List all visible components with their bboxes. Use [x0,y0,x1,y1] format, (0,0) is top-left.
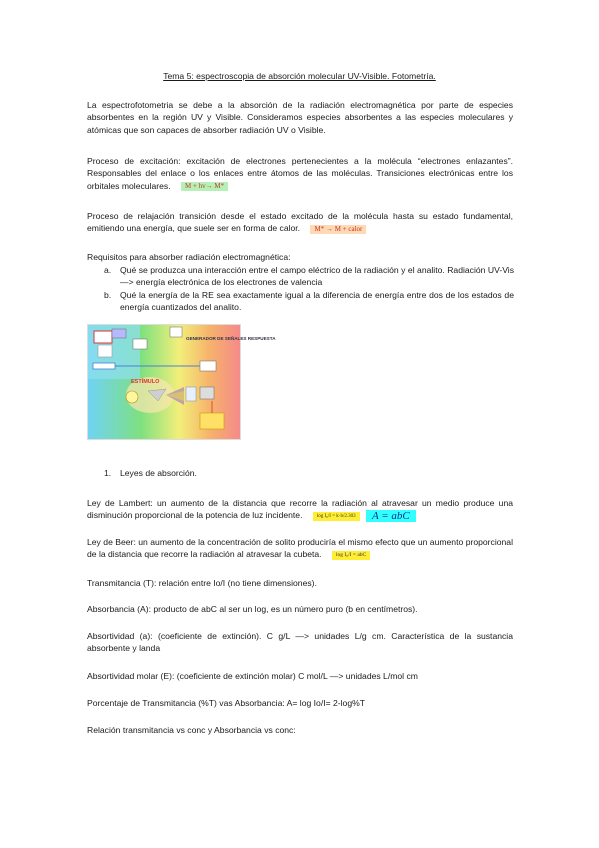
diagram-illustration [88,325,276,439]
list-item-text: Qué la energía de la RE sea exactamente igual a la diferencia de energía entre dos de los estados de energía cuantizados del analito. [120,289,514,313]
processor-box [133,339,147,349]
excitation-formula: M + hv→ M* [181,182,228,191]
requirements-heading: Requisitos para absorber radiación electromagnética: [87,252,291,262]
list-item-text: Qué se produzca una interacción entre el campo eléctrico de la radiación y el analito. Radiación UV-Vis —> energía electrónica de los electrones de valencia [120,265,514,288]
generator-label: GENERADOR DE SEÑALES RESPUESTA [186,336,276,341]
beer-paragraph [87,536,513,561]
lamp-icon [126,391,138,403]
list-item [104,264,514,289]
stimulus-label: ESTÍMULO [131,379,160,385]
lambert-formula-abc: A = abC [366,510,416,522]
section-marker: 1. [104,468,112,478]
porcentaje-paragraph: Porcentaje de Transmitancia (%T) vas Absorbancia: A= log Io/I= 2-log%T [87,698,366,708]
beer-text: Ley de Beer: un aumento de la concentración de solito produciría el mismo efecto que un aumento proporcional de la distancia que recorre la radiación al atravesar la cubeta. [87,537,513,560]
absortividad-molar-paragraph: Absortividad molar (E): (coeficiente de extinción molar) C mol/L —> unidades L/mol cm [87,671,418,681]
output-box [94,331,112,343]
section-heading-text: Leyes de absorción. [120,468,197,478]
excitation-paragraph [87,155,513,192]
relaxation-formula: M* → M + calor [310,225,366,234]
absortividad-paragraph: Absortividad (a): (coeficiente de extinción). C g/L —> unidades L/g cm. Característica de la sustancia absorbente y landa [87,631,513,654]
relaxation-paragraph [87,210,513,235]
transmitancia-paragraph: Transmitancia (T): relación entre Io/I (no tiene dimensiones). [87,578,317,588]
detector-box [200,361,216,371]
section-heading [104,467,514,479]
cuvette-icon [186,387,196,401]
list-item [104,289,514,314]
intro-paragraph: La espectrofotometria se debe a la absorción de la radiación electromagnética por parte de especies absorbentes en la región UV y Visible. Consideramos especies absorbentes a las especies moleculares y atómicas que son capaces de absorber radiación UV o Visible. [87,100,513,135]
lambert-paragraph [87,497,513,522]
sample-box [200,413,224,429]
beer-formula: log I₀/I = abC [332,551,370,560]
requirements-list [104,264,514,314]
relacion-paragraph: Relación transmitancia vs conc y Absorbancia vs conc: [87,725,296,735]
section-heading-item [104,467,514,479]
page-title: Tema 5: espectroscopia de absorción molecular UV-Visible. Fotometría. [163,71,436,81]
absorbancia-paragraph: Absorbancia (A): producto de abC al ser un log, es un número puro (b en centímetros). [87,604,418,614]
spectrophotometer-diagram [87,324,276,440]
lambert-text: Ley de Lambert: un aumento de la distancia que recorre la radiación al atravesar un medio produce una disminución proporcional de la potencia de luz incidente. [87,498,513,521]
relaxation-text: Proceso de relajación transición desde el estado excitado de la molécula hasta su estado fundamental, emitiendo una energía, que suele ser en forma de calor. [87,211,513,234]
excitation-text: Proceso de excitación: excitación de electrones pertenecientes a la molécula “electrones enlazantes”. Responsables del enlace o los enlaces entre átomos de las moléculas. Transiciones electrónicas entre los orbitales moleculares. [87,156,513,191]
lambert-formula: log I₀/I = k·b/2.303 [313,512,360,521]
list-marker: b. [104,289,112,300]
list-marker: a. [104,265,112,275]
